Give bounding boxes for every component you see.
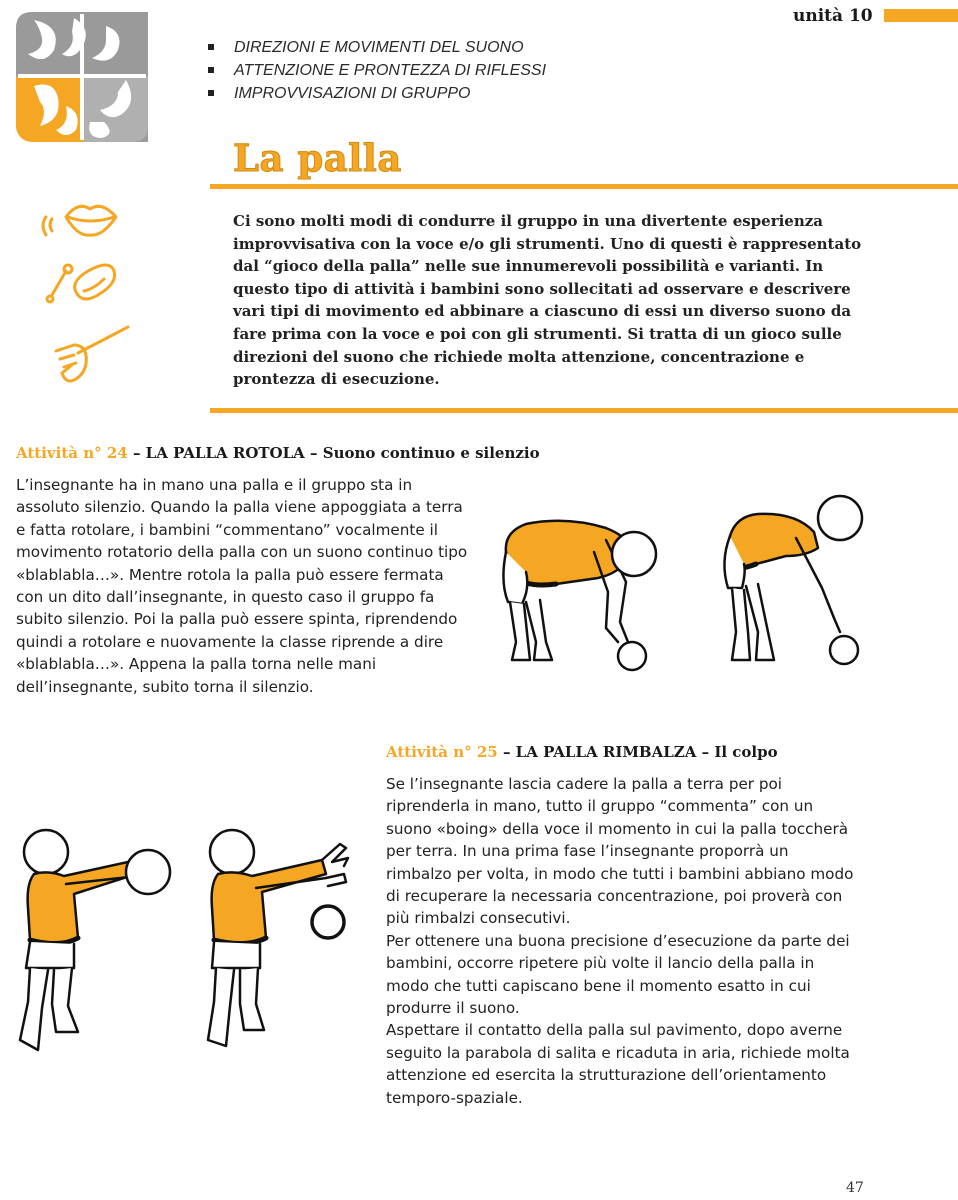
hand-strike-icon [56, 327, 128, 381]
activity-25-paragraph: Aspettare il contatto della palla sul pavimento, dopo averne seguito la parabola di salita e ricaduta in aria, richiede molta attenzione ed esercita la strutturazione dell’orientamento temporo-spaziale. [386, 1021, 850, 1107]
activity-24-heading [16, 444, 540, 462]
activity-25-paragraph: Se l’insegnante lascia cadere la palla a terra per poi riprenderla in mano, tutto il gruppo “commenta” con un suono «boing» della voce il momento in cui la palla toccherà per terra. In una prima fase l’insegnante proporrà un rimbalzo per volta, in modo che tutti i bambini abbiano modo di recuperare la necessaria concentrazione, poi proverà con più rimbalzi consecutivi. [386, 775, 854, 928]
unit-logo [14, 10, 150, 144]
activity-24-title: – LA PALLA ROTOLA – Suono continuo e silenzio [127, 444, 540, 462]
side-icons [38, 195, 138, 395]
lips-icon [43, 206, 116, 235]
child-holding-ball-figure [20, 830, 170, 1050]
bouncing-ball-illustration [8, 818, 368, 1068]
activity-25-body [386, 773, 856, 1109]
activity-24-number: Attività n° 24 [16, 444, 128, 462]
unit-label: unità 10 [793, 6, 873, 26]
objective-item: IMPROVVISAZIONI DI GRUPPO [206, 82, 546, 105]
activity-25-title: – LA PALLA RIMBALZA – Il colpo [497, 743, 778, 761]
activity-25-number: Attività n° 25 [386, 743, 498, 761]
intro-rule [210, 408, 958, 413]
objectives-list [206, 36, 546, 105]
unit-accent-bar [884, 9, 958, 22]
title-rule [210, 184, 958, 189]
activity-24-body: L’insegnante ha in mano una palla e il gruppo sta in assoluto silenzio. Quando la palla viene appoggiata a terra e fatta rotolare, i bambini “commentano” vocalmente il movimento rotatorio della palla con un suono continuo tipo «blablabla…». Mentre rotola la palla può essere fermata con un dito dall’insegnante, in questo caso il gruppo fa subito silenzio. Poi la palla può essere spinta, riprendendo quindi a rotolare e nuovamente la classe riprende a dire «blablabla…». Appena la palla torna nelle mani dell’insegnante, subito torna il silenzio. [16, 476, 468, 696]
activity-25-paragraph: Per ottenere una buona precisione d’esecuzione da parte dei bambini, occorre ripetere più volte il lancio della palla in modo che tutti capiscano bene il momento esatto in cui produrre il suono. [386, 931, 850, 1018]
page-number: 47 [846, 1180, 864, 1196]
rolling-ball-illustration [496, 492, 868, 682]
child-dropping-ball-figure [208, 830, 348, 1046]
intro-paragraph: Ci sono molti modi di condurre il gruppo in una divertente esperienza improvvisativa con la voce e/o gli strumenti. Uno di questi è rappresentato dal “gioco della palla” nelle sue innumerevoli possibilità e varianti. In questo tipo di attività i bambini sono sollecitati ad osservare e descrivere vari tipi di movimento ed abbinare a ciascuno di essi un diverso suono da fare prima con la voce e poi con gli strumenti. Si tratta di un gioco sulle direzioni del suono che richiede molta attenzione, concentrazione e prontezza di esecuzione. [233, 212, 862, 389]
objective-item: ATTENZIONE E PRONTEZZA DI RIFLESSI [206, 59, 546, 82]
child-pointing-figure [724, 496, 862, 664]
page-title: La palla [233, 136, 402, 180]
child-bending-figure [503, 521, 656, 670]
activity-25-heading [386, 743, 778, 761]
bracelet-shaker-icon [47, 265, 115, 302]
objective-item: DIREZIONI E MOVIMENTI DEL SUONO [206, 36, 546, 59]
